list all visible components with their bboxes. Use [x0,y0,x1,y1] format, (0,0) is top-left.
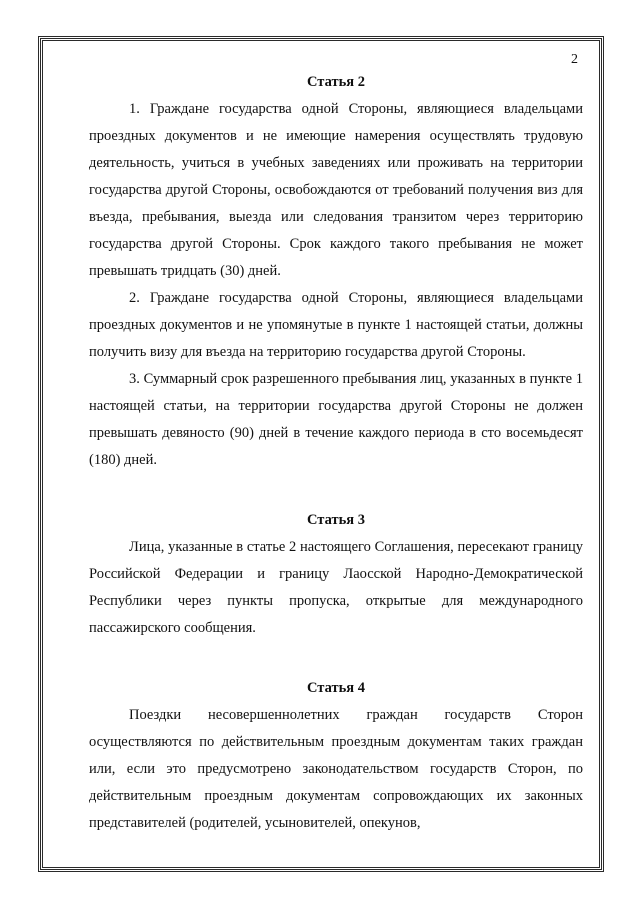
article-3-paragraph-1: Лица, указанные в статье 2 настоящего Соглашения, пересекают границу Российской Федерации и границу Лаосской Народно-Демократической Республики через пункты пропуска, открытые для международного пассажирского сообщения. [89,539,583,636]
article-4-paragraph-1: Поездки несовершеннолетних граждан государств Сторон осуществляются по действительным проездным документам таких граждан или, если это предусмотрено законодательством государств Сторон, по действительным проездным документам сопровождающих их законных представителей (родителей, усыновителей, опекунов, [89,707,583,831]
article-3 [89,510,583,642]
document-body [89,72,583,837]
article-4 [89,678,583,837]
article-2 [89,72,583,474]
page-number: 2 [571,52,578,67]
article-2-paragraph-1: 1. Граждане государства одной Стороны, являющиеся владельцами проездных документов и не имеющие намерения осуществлять трудовую деятельность, учиться в учебных заведениях или проживать на территории государства другой Стороны, освобождаются от требований получения виз для въезда, пребывания, выезда или следования транзитом через территорию государства другой Стороны. Срок каждого такого пребывания не может превышать тридцать (30) дней. [89,101,583,279]
article-4-title: Статья 4 [307,680,365,696]
article-2-paragraph-3: 3. Суммарный срок разрешенного пребывания лиц, указанных в пункте 1 настоящей статьи, на территории государства другой Стороны не должен превышать девяносто (90) дней в течение каждого периода в сто восемьдесят (180) дней. [89,371,583,468]
article-2-title: Статья 2 [307,74,365,90]
article-2-paragraph-2: 2. Граждане государства одной Стороны, являющиеся владельцами проездных документов и не упомянутые в пункте 1 настоящей статьи, должны получить визу для въезда на территорию государства другой Стороны. [89,290,583,360]
article-3-title: Статья 3 [307,512,365,528]
